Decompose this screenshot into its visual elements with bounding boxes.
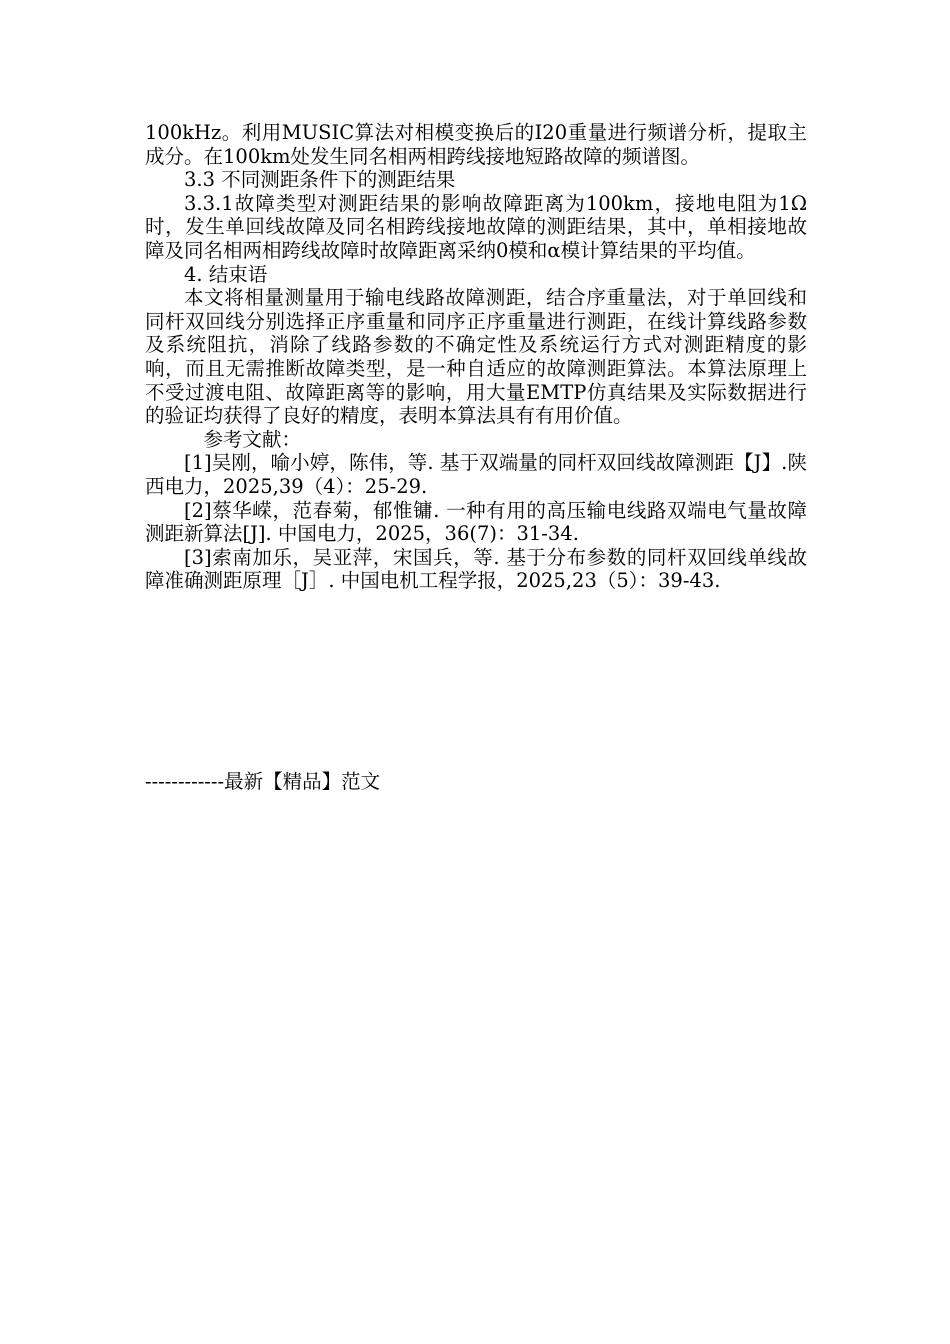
section-heading-conclusion: 4. 结束语	[184, 262, 268, 286]
references-heading: 参考文献：	[203, 427, 302, 451]
paragraph-fault-type-effect: 3.3.1故障类型对测距结果的影响故障距离为100km，接地电阻为1Ω时，发生单回线故障及同名相跨线接地故障的测距结果，其中，单相接地故障及同名相两相跨线故障时故障距离采纳0模和α模计算结果的平均值。	[145, 191, 807, 262]
reference-item-2: [2]蔡华嵘，范春菊，郁惟镛. 一种有用的高压输电线路双端电气量故障测距新算法[J]. 中国电力，2025，36(7)：31-34.	[145, 498, 807, 546]
document-body	[145, 121, 807, 593]
reference-item-1: [1]吴刚，喻小婷，陈伟，等. 基于双端量的同杆双回线故障测距【J】.陕西电力，2025,39（4）：25-29.	[145, 451, 807, 498]
paragraph-spectrum-analysis: 100kHz。利用MUSIC算法对相模变换后的I20重量进行频谱分析，提取主成分。在100km处发生同名相两相跨线接地短路故障的频谱图。	[145, 121, 807, 168]
section-heading-3-3: 3.3 不同测距条件下的测距结果	[184, 168, 456, 192]
page-footer: ------------最新【精品】范文	[145, 770, 381, 793]
paragraph-conclusion: 本文将相量测量用于输电线路故障测距，结合序重量法，对于单回线和同杆双回线分别选择正序重量和同序正序重量进行测距，在线计算线路参数及系统阻抗，消除了线路参数的不确定性及系统运行方式对测距精度的影响，而且无需推断故障类型，是一种自适应的故障测距算法。本算法原理上不受过渡电阻、故障距离等的影响，用大量EMTP仿真结果及实际数据进行的验证均获得了良好的精度，表明本算法具有有用价值。	[145, 286, 807, 428]
reference-item-3: [3]索南加乐，吴亚萍，宋国兵，等. 基于分布参数的同杆双回线单线故障准确测距原理［J］. 中国电机工程学报，2025,23（5）：39-43.	[145, 545, 807, 593]
